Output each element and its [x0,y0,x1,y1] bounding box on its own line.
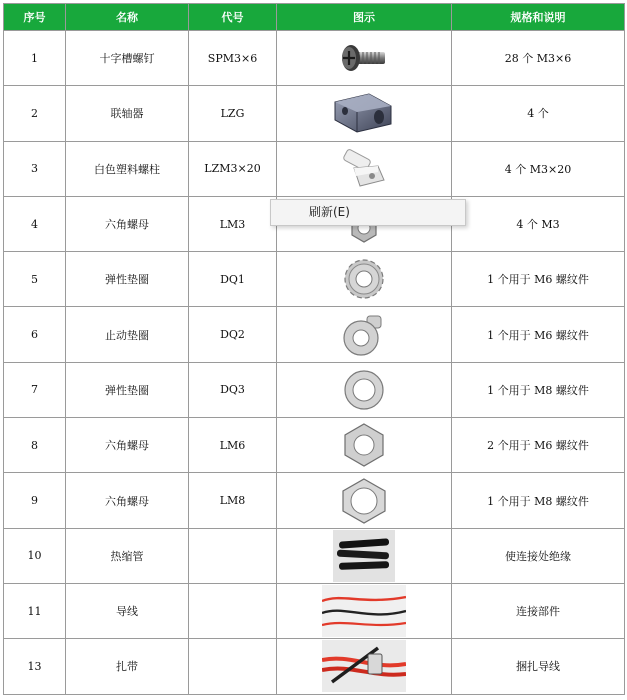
cell-name: 六角螺母 [66,196,189,251]
refresh-menu-item[interactable]: 刷新(E) [309,205,350,219]
cell-image [277,141,452,196]
header-name: 名称 [66,4,189,31]
hex-nut-m6-icon [339,421,389,469]
cell-name: 联轴器 [66,86,189,141]
tab-washer-icon [339,312,389,358]
cell-image [277,639,452,694]
table-row [4,528,625,583]
cell-no: 3 [4,141,66,196]
table-row [4,362,625,417]
cell-spec: 1 个用于 M6 螺纹件 [452,307,625,362]
flat-washer-icon [340,367,388,413]
cell-image [277,252,452,307]
cell-no: 10 [4,528,66,583]
cell-no: 5 [4,252,66,307]
header-code: 代号 [189,4,277,31]
context-menu [270,199,466,226]
table-row [4,583,625,638]
table-row [4,141,625,196]
cell-spec: 1 个用于 M8 螺纹件 [452,473,625,528]
cell-spec: 4 个 M3×20 [452,141,625,196]
cell-spec: 使连接处绝缘 [452,528,625,583]
cell-spec: 捆扎导线 [452,639,625,694]
cell-name: 弹性垫圈 [66,252,189,307]
coupling-icon [329,90,399,136]
hex-nut-m8-icon [337,476,391,526]
table-row [4,307,625,362]
cell-code: DQ3 [189,362,277,417]
plastic-standoff-icon [334,146,394,192]
table-row [4,86,625,141]
cell-image [277,583,452,638]
cell-image [277,362,452,417]
cell-name: 十字槽螺钉 [66,31,189,86]
cell-image [277,473,452,528]
cell-code: LZG [189,86,277,141]
cell-code [189,528,277,583]
cell-image [277,528,452,583]
cell-no: 4 [4,196,66,251]
cell-no: 2 [4,86,66,141]
cell-spec: 28 个 M3×6 [452,31,625,86]
cell-spec: 1 个用于 M8 螺纹件 [452,362,625,417]
cell-spec: 4 个 M3 [452,196,625,251]
cell-code [189,583,277,638]
cell-image [277,418,452,473]
cell-code: LM3 [189,196,277,251]
cell-code: SPM3×6 [189,31,277,86]
table-row [4,639,625,694]
table-header-row [4,4,625,31]
cell-spec: 1 个用于 M6 螺纹件 [452,252,625,307]
cell-no: 9 [4,473,66,528]
cell-spec: 连接部件 [452,583,625,638]
cell-code: DQ1 [189,252,277,307]
header-spec: 规格和说明 [452,4,625,31]
cell-image [277,307,452,362]
cell-name: 六角螺母 [66,473,189,528]
cell-image [277,31,452,86]
cell-name: 导线 [66,583,189,638]
cell-name: 弹性垫圈 [66,362,189,417]
cell-no: 11 [4,583,66,638]
cell-code: DQ2 [189,307,277,362]
cell-name: 热缩管 [66,528,189,583]
cell-name: 白色塑料螺柱 [66,141,189,196]
cell-code: LZM3×20 [189,141,277,196]
cell-no: 7 [4,362,66,417]
header-no: 序号 [4,4,66,31]
cell-name: 止动垫圈 [66,307,189,362]
table-row [4,31,625,86]
cell-code [189,639,277,694]
phillips-screw-icon [329,40,399,76]
cell-name: 六角螺母 [66,418,189,473]
cell-name: 扎带 [66,639,189,694]
cell-no: 1 [4,31,66,86]
cell-no: 8 [4,418,66,473]
cell-spec: 4 个 [452,86,625,141]
cell-no: 13 [4,639,66,694]
cable-tie-icon [322,640,406,692]
table-row [4,252,625,307]
heat-shrink-tube-icon [333,530,395,582]
wire-icon [322,585,406,637]
cell-spec: 2 个用于 M6 螺纹件 [452,418,625,473]
toothed-lock-washer-icon [340,256,388,302]
cell-code: LM6 [189,418,277,473]
header-image: 图示 [277,4,452,31]
table-row [4,473,625,528]
table-row [4,418,625,473]
parts-table [3,3,625,695]
cell-image [277,86,452,141]
cell-no: 6 [4,307,66,362]
cell-code: LM8 [189,473,277,528]
